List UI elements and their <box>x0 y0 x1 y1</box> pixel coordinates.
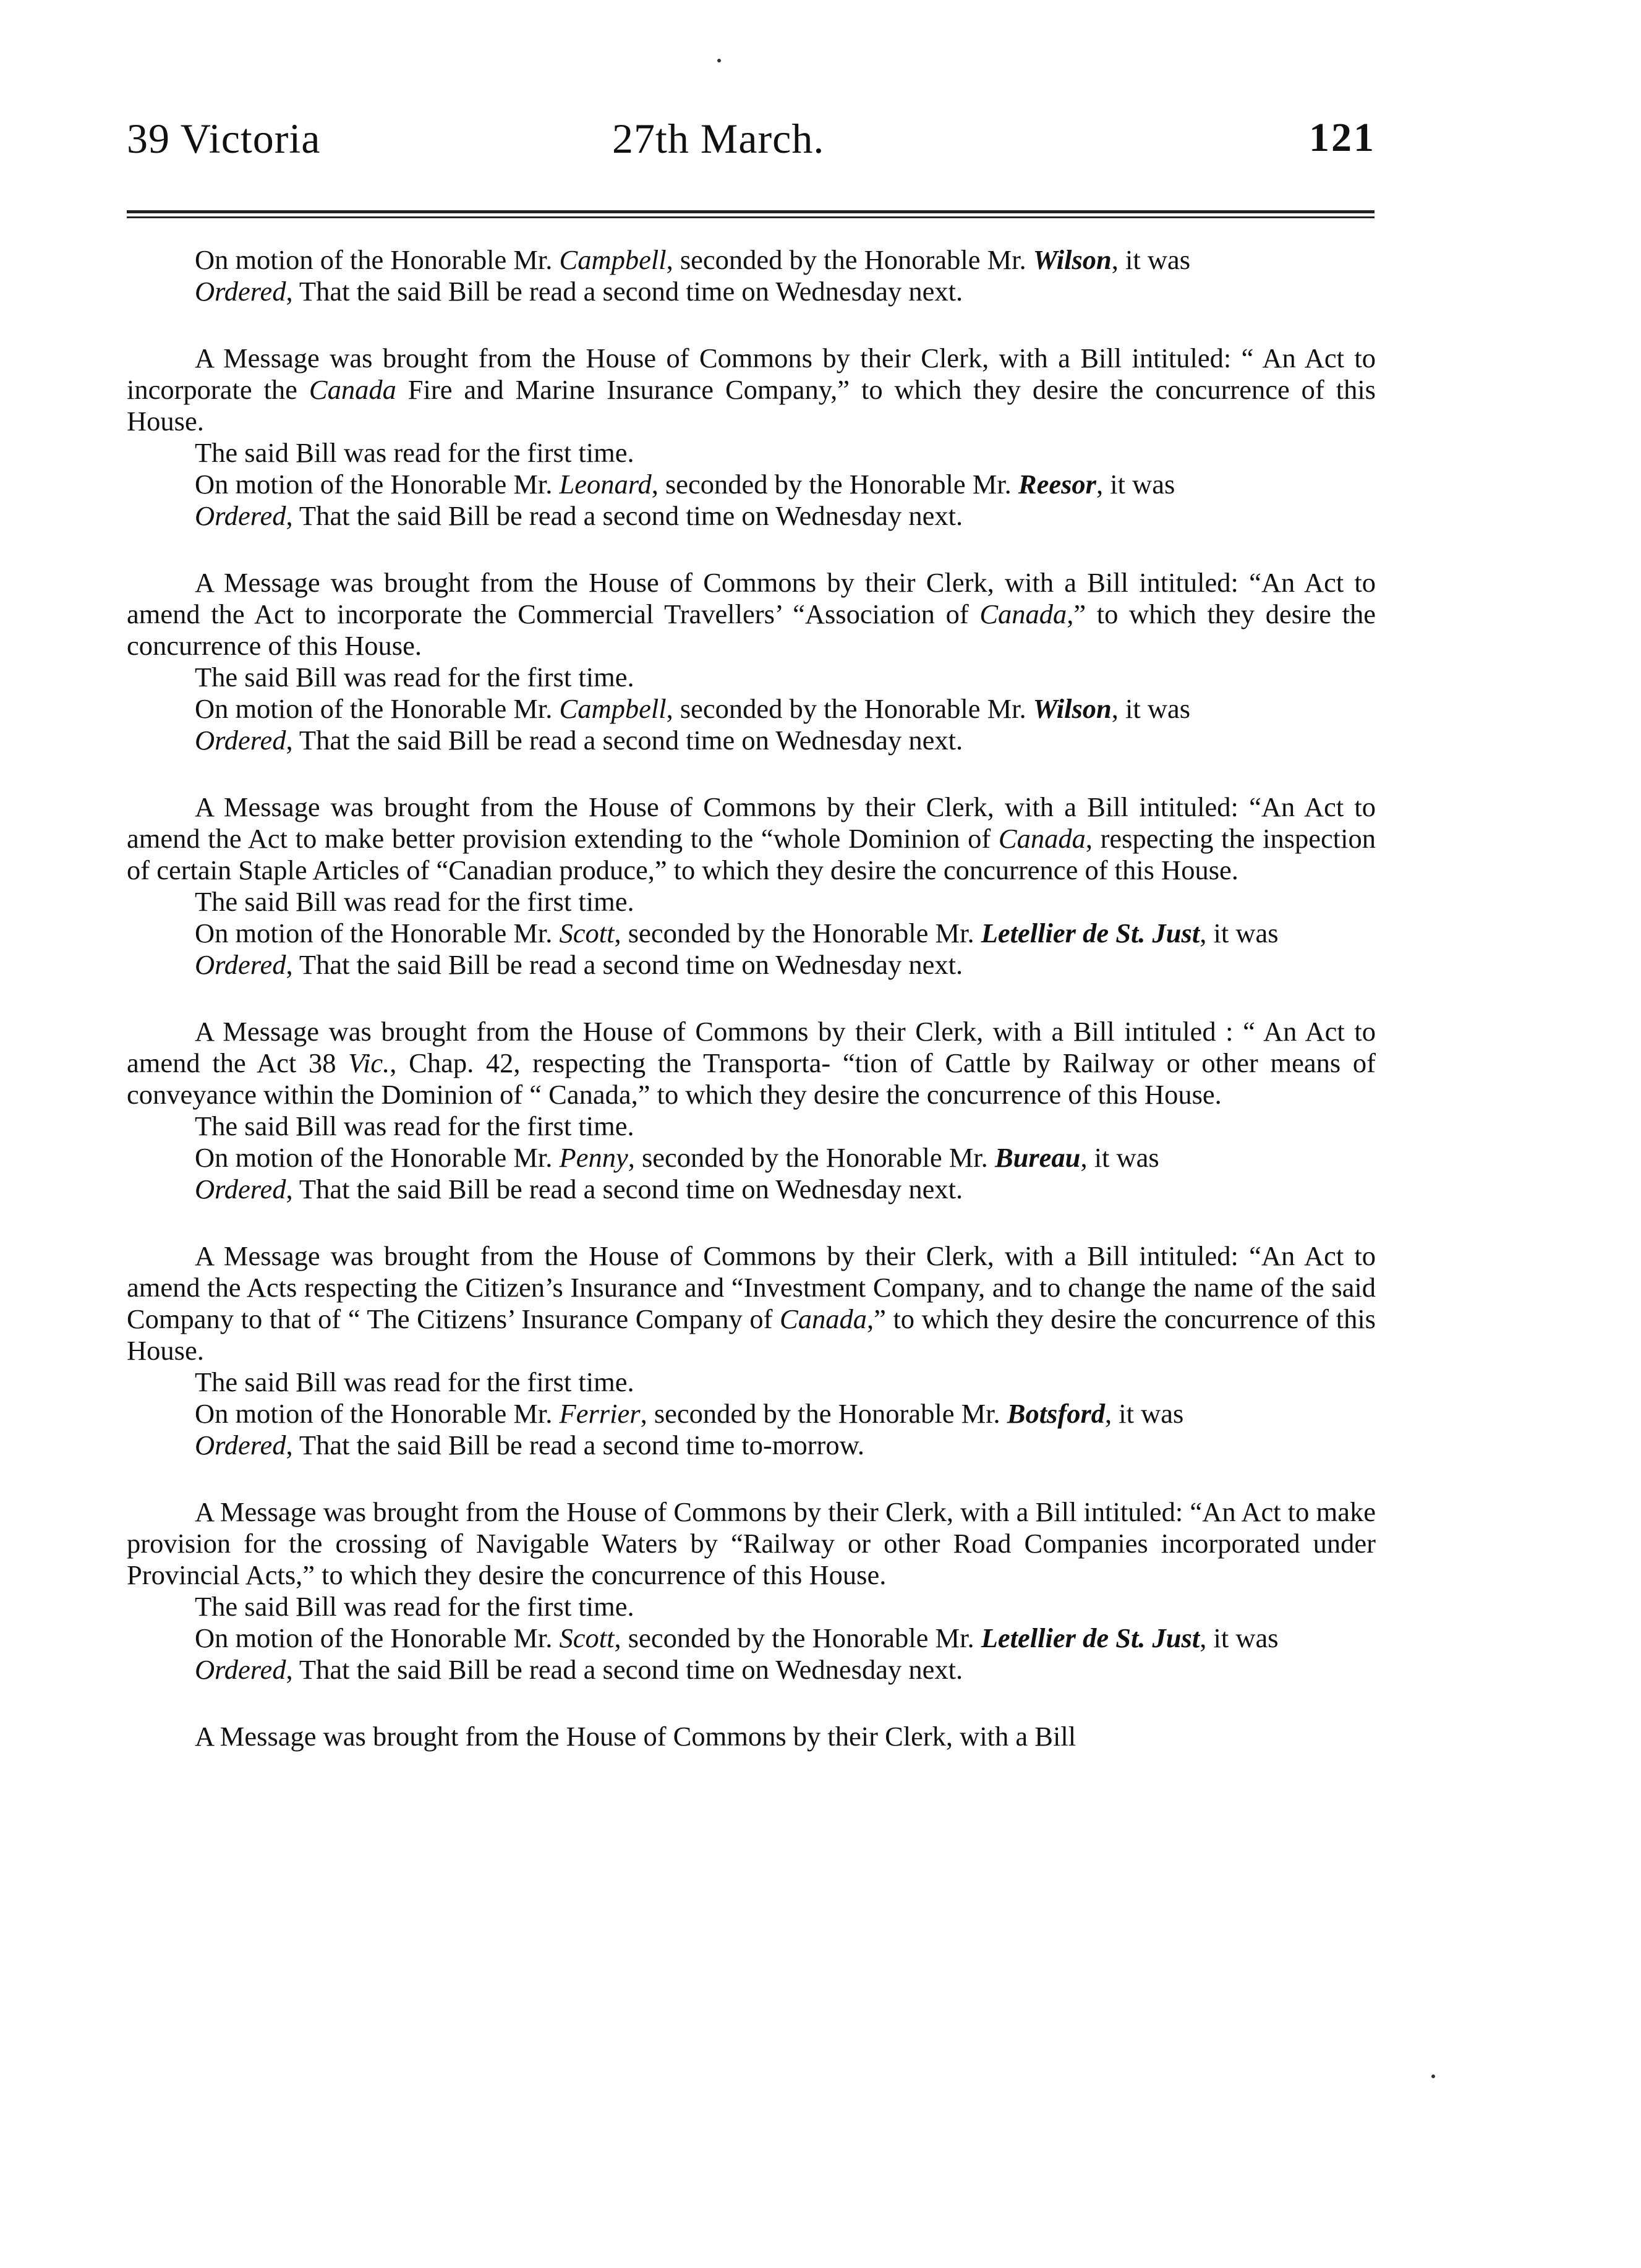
motion-text: , it was <box>1111 244 1191 275</box>
motion-paragraph <box>127 1622 1376 1654</box>
order-text: , That the said Bill be read a second time on Wednesday next. <box>286 725 963 756</box>
ordered-word: Ordered <box>195 725 286 756</box>
journal-body <box>127 244 1376 1752</box>
entry-block <box>127 791 1376 981</box>
message-italic: Vic. <box>348 1047 390 1078</box>
mover-name: Ferrier <box>559 1398 641 1429</box>
message-text: A Message was brought from the House of Commons by their Clerk, with a Bill intituled: “An Act to amend the Act to make better provision extending to the “whole Dominion of <box>127 791 1376 854</box>
message-text: A Message was brought from the House of Commons by their Clerk, with a Bill intituled: “An Act to amend the Acts respecting the Citizen’s Insurance and “Investment Company, and to change the name of the said Company to that of “ The Citizens’ Insurance Company of <box>127 1240 1376 1334</box>
motion-text: , seconded by the Honorable Mr. <box>666 244 1033 275</box>
motion-text: , seconded by the Honorable Mr. <box>628 1142 995 1173</box>
page-number: 121 <box>1309 115 1376 160</box>
order-paragraph <box>127 1430 1376 1461</box>
message-text: A Message was brought from the House of Commons by their Clerk, with a Bill intituled: “An Act to amend the Act to incorporate the Commercial Travellers’ “Association of <box>127 567 1376 629</box>
seconder-name: Wilson <box>1033 244 1112 275</box>
motion-text: , it was <box>1111 693 1191 724</box>
message-text: , respecting the inspection of certain Staple Articles of “Canadian produce,” to which they desire the concurrence of this House. <box>127 823 1376 885</box>
order-text: , That the said Bill be read a second time on Wednesday next. <box>286 1654 963 1685</box>
order-text: , That the said Bill be read a second time on Wednesday next. <box>286 949 963 980</box>
message-text: A Message was brought from the House of Commons by their Clerk, with a Bill intituled : “ An Act to amend the Act 38 <box>127 1016 1376 1078</box>
message-italic: Canada <box>979 599 1067 629</box>
motion-text: On motion of the Honorable Mr. <box>195 693 560 724</box>
seconder-name: Letellier de St. Just <box>981 918 1200 949</box>
motion-text: , it was <box>1105 1398 1184 1429</box>
message-italic: Canada <box>309 374 396 405</box>
first-reading: The said Bill was read for the first time. <box>195 662 634 693</box>
message-paragraph <box>127 343 1376 437</box>
mover-name: Scott <box>559 1622 615 1653</box>
motion-paragraph <box>127 693 1376 725</box>
message-text: , Chap. 42, respecting the Transporta- “tion of Cattle by Railway or other means of conveyance within the Dominion of “ Canada,” to which they desire the concurrence of this House. <box>127 1047 1376 1110</box>
first-reading: The said Bill was read for the first time. <box>195 1591 634 1622</box>
order-paragraph <box>127 276 1376 307</box>
message-text: A Message was brought from the House of Commons by their Clerk, with a Bill intituled: “ An Act to incorporate the <box>127 343 1376 405</box>
entry-block <box>127 1496 1376 1686</box>
order-paragraph <box>127 949 1376 981</box>
entry-block <box>127 244 1376 307</box>
message-paragraph <box>127 1240 1376 1366</box>
message-text: ,” to which they desire the concurrence of this House. <box>127 599 1376 661</box>
motion-paragraph <box>127 469 1376 500</box>
continued-message-line: A Message was brought from the House of Commons by their Clerk, with a Bill <box>195 1721 1076 1752</box>
entry-block <box>127 1240 1376 1461</box>
print-speck <box>717 59 721 62</box>
order-text: , That the said Bill be read a second time to-morrow. <box>286 1430 864 1460</box>
motion-text: , seconded by the Honorable Mr. <box>640 1398 1007 1429</box>
message-paragraph <box>127 791 1376 886</box>
motion-paragraph <box>127 1398 1376 1430</box>
order-paragraph <box>127 500 1376 532</box>
seconder-name: Bureau <box>994 1142 1081 1173</box>
motion-text: , seconded by the Honorable Mr. <box>614 918 981 949</box>
header-rule <box>127 210 1375 213</box>
motion-text: On motion of the Honorable Mr. <box>195 918 560 949</box>
motion-text: , it was <box>1200 1622 1279 1653</box>
first-reading: The said Bill was read for the first time. <box>195 1111 634 1141</box>
order-text: , That the said Bill be read a second time on Wednesday next. <box>286 276 963 307</box>
order-text: , That the said Bill be read a second time on Wednesday next. <box>286 500 963 531</box>
seconder-name: Letellier de St. Just <box>981 1622 1200 1653</box>
first-reading: The said Bill was read for the first time. <box>195 437 634 468</box>
ordered-word: Ordered <box>195 1174 286 1204</box>
ordered-word: Ordered <box>195 500 286 531</box>
message-paragraph <box>127 567 1376 662</box>
motion-text: , it was <box>1096 469 1175 500</box>
order-paragraph <box>127 1174 1376 1205</box>
first-reading: The said Bill was read for the first time. <box>195 1366 634 1397</box>
mover-name: Leonard <box>559 469 652 500</box>
session-label: 39 Victoria <box>127 115 321 162</box>
motion-text: , seconded by the Honorable Mr. <box>614 1622 981 1653</box>
motion-paragraph <box>127 244 1376 276</box>
message-paragraph <box>127 1496 1376 1591</box>
seconder-name: Wilson <box>1033 693 1112 724</box>
mover-name: Penny <box>559 1142 628 1173</box>
ordered-word: Ordered <box>195 276 286 307</box>
message-text: Fire and Marine Insurance Company,” to which they desire the concurrence of this House. <box>127 374 1376 437</box>
seconder-name: Reesor <box>1018 469 1096 500</box>
message-text: ,” to which they desire the concurrence of this House. <box>127 1303 1376 1366</box>
entry-block <box>127 567 1376 756</box>
motion-text: On motion of the Honorable Mr. <box>195 1622 560 1653</box>
message-italic: Canada <box>998 823 1086 854</box>
message-italic: Canada <box>780 1303 867 1334</box>
ordered-word: Ordered <box>195 1654 286 1685</box>
motion-text: On motion of the Honorable Mr. <box>195 469 560 500</box>
order-paragraph <box>127 725 1376 756</box>
message-text: A Message was brought from the House of Commons by their Clerk, with a Bill intituled: “An Act to make provision for the crossing of Navigable Waters by “Railway or other Road Companies incorporated under Provincial Acts,” to which they desire the concurrence of this House. <box>127 1496 1376 1590</box>
mover-name: Scott <box>559 918 615 949</box>
motion-paragraph <box>127 918 1376 949</box>
entry-block <box>127 1016 1376 1205</box>
order-paragraph <box>127 1654 1376 1686</box>
ordered-word: Ordered <box>195 1430 286 1460</box>
date-heading: 27th March. <box>612 115 825 162</box>
motion-text: , seconded by the Honorable Mr. <box>651 469 1018 500</box>
header-rule-secondary <box>127 216 1375 218</box>
motion-text: On motion of the Honorable Mr. <box>195 1398 560 1429</box>
mover-name: Campbell <box>559 693 667 724</box>
motion-text: , seconded by the Honorable Mr. <box>666 693 1033 724</box>
message-paragraph <box>127 1016 1376 1111</box>
motion-text: On motion of the Honorable Mr. <box>195 244 560 275</box>
page-header <box>127 114 1376 182</box>
print-speck <box>1431 2074 1435 2078</box>
motion-paragraph <box>127 1142 1376 1174</box>
entry-block <box>127 343 1376 532</box>
motion-text: , it was <box>1080 1142 1159 1173</box>
seconder-name: Botsford <box>1007 1398 1106 1429</box>
motion-text: On motion of the Honorable Mr. <box>195 1142 560 1173</box>
motion-text: , it was <box>1200 918 1279 949</box>
ordered-word: Ordered <box>195 949 286 980</box>
order-text: , That the said Bill be read a second time on Wednesday next. <box>286 1174 963 1204</box>
mover-name: Campbell <box>559 244 667 275</box>
first-reading: The said Bill was read for the first time. <box>195 886 634 917</box>
